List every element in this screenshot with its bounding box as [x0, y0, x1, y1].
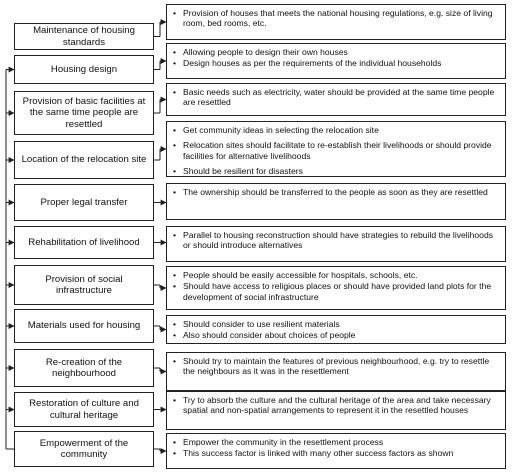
factor-label-box	[14, 309, 154, 343]
factor-point: • Relocation sites should facilitate to re-establish their livelihoods or should provide facilities for alternative livelihoods	[173, 140, 499, 161]
factor-label-box	[14, 431, 154, 467]
factor-point: • Design houses as per the requirements of the individual households	[173, 58, 499, 68]
factor-description-box	[166, 315, 506, 344]
factor-label-box	[14, 23, 154, 50]
factor-label: Re-creation of the neighbourhood	[45, 356, 123, 379]
factor-label: Provision of basic facilities at the same time people are resettled	[22, 95, 146, 130]
factor-description-box	[166, 4, 506, 40]
factor-label-box	[14, 392, 154, 427]
factor-description-box	[166, 43, 506, 79]
factor-point: • Should try to maintain the features of previous neighbourhood, e.g. try to resettle the neighbours as it was in the resettlement	[173, 356, 499, 377]
factor-label: Proper legal transfer	[40, 196, 128, 208]
factor-label-box	[14, 265, 154, 305]
factor-description-box	[166, 266, 506, 310]
factor-description-box	[166, 83, 506, 116]
factor-description-box	[166, 352, 506, 391]
factor-label-box	[14, 349, 154, 387]
factor-description-box	[166, 433, 506, 469]
factor-point: • Should be resilient for disasters	[173, 166, 499, 176]
factor-label: Materials used for housing	[27, 320, 141, 332]
factor-point: • Allowing people to design their own houses	[173, 47, 499, 57]
factor-label-box	[14, 184, 154, 221]
factor-label-box	[14, 91, 154, 135]
factor-description-box	[166, 121, 506, 177]
factor-label: Maintenance of housing standards	[33, 25, 135, 48]
factor-label-box	[14, 141, 154, 179]
factor-point: • Provision of houses that meets the national housing regulations, e.g. size of living room, bed rooms, etc.	[173, 8, 499, 29]
factor-point: • Try to absorb the culture and the cultural heritage of the area and take necessary spatial and non-spatial arrangements to represent it in the resettled houses	[173, 395, 499, 416]
factor-label: Empowerment of the community	[39, 437, 129, 460]
factor-label: Provision of social infrastructure	[45, 273, 123, 296]
factor-point: • Parallel to housing reconstruction should have strategies to rebuild the livelihoods or should introduce alternatives	[173, 230, 499, 251]
factor-point: • Also should consider about choices of people	[173, 330, 499, 340]
factor-description-box	[166, 183, 506, 220]
factor-label: Rehabilitation of livelihood	[28, 236, 140, 248]
factor-point: • Should have access to religious places or should have provided land plots for the development of social infrastructure	[173, 281, 499, 302]
factor-description-box	[166, 226, 506, 262]
factor-description-box	[166, 391, 506, 430]
factor-label: Location of the relocation site	[21, 154, 147, 166]
factor-point: • Empower the community in the resettlement process	[173, 437, 499, 447]
factor-point: • This success factor is linked with many other success factors as shown	[173, 448, 499, 458]
factor-point: • People should be easily accessible for hospitals, schools, etc.	[173, 270, 499, 280]
factor-label-box	[14, 226, 154, 259]
factor-point: • Basic needs such as electricity, water should be provided at the same time people are resettled	[173, 87, 499, 108]
factor-label-box	[14, 55, 154, 84]
factor-label: Housing design	[50, 63, 118, 75]
factor-label: Restoration of culture and cultural heritage	[29, 398, 139, 421]
factor-point: • Get community ideas in selecting the relocation site	[173, 125, 499, 135]
factor-point: • Should consider to use resilient materials	[173, 319, 499, 329]
factor-point: • The ownership should be transferred to the people as soon as they are resettled	[173, 187, 499, 197]
